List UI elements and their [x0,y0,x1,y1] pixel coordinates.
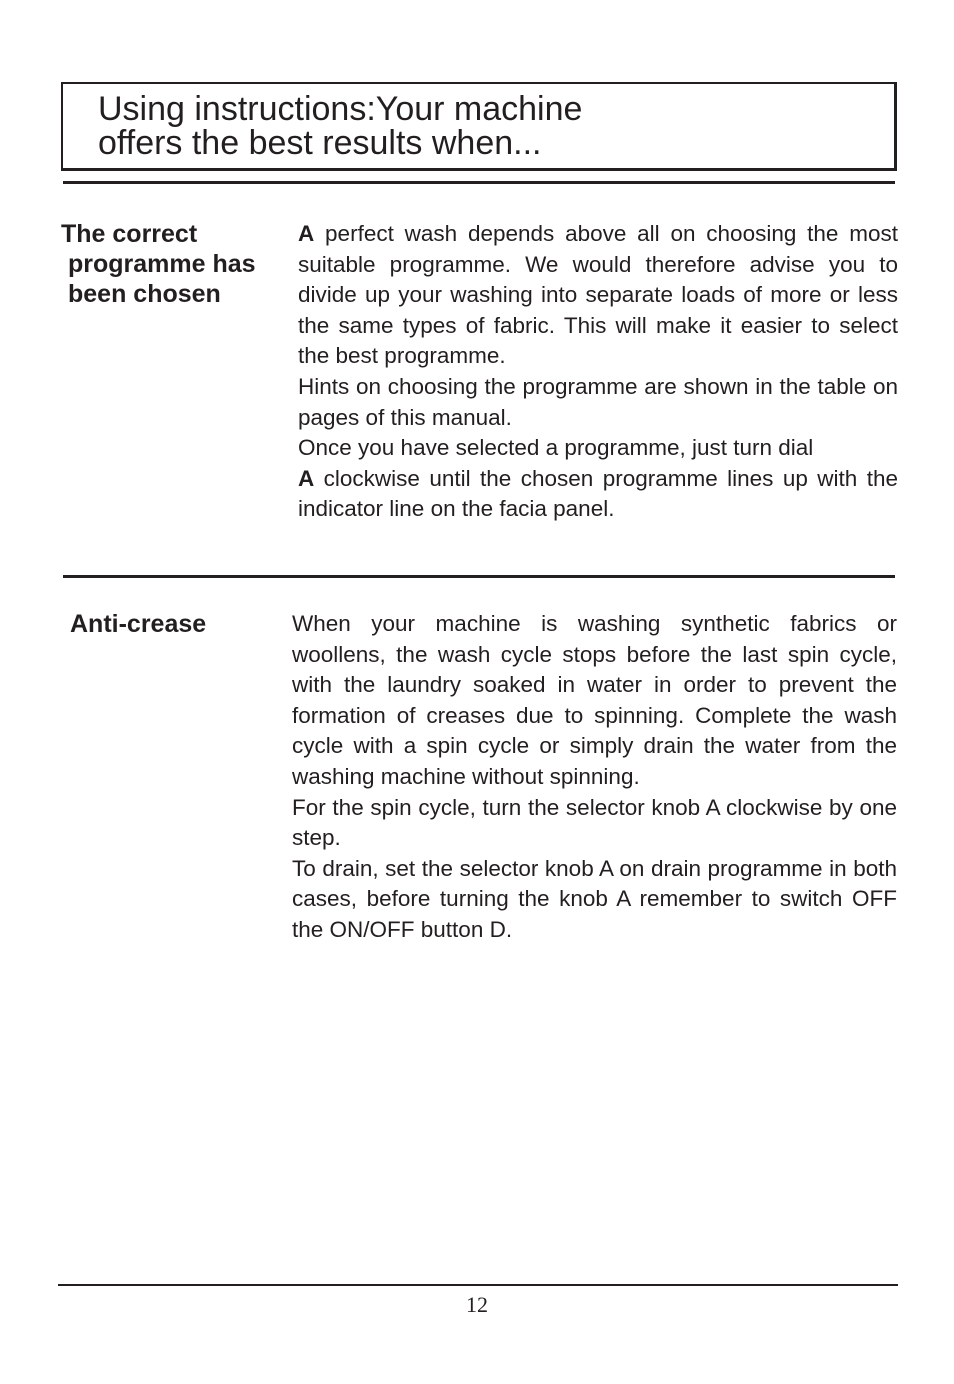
section-body-correct-programme [298,219,898,525]
page-number: 12 [466,1292,488,1317]
paragraph-text: Hints on choosing the programme are shown in the table on pages of this manual. [298,373,898,430]
section-heading-correct-programme [61,219,256,309]
divider-middle [63,575,895,578]
divider-footer [58,1284,898,1286]
section-heading-line: Anti-crease [70,610,207,638]
section-body-anti-crease [292,609,897,946]
section-heading-anti-crease [70,609,206,639]
title-box [61,82,897,171]
bold-lead: A [298,465,315,491]
section-heading-line: programme has [68,250,256,278]
paragraph [298,372,898,433]
paragraph [298,464,898,525]
paragraph-text: When your machine is washing synthetic fabrics or woollens, the wash cycle stops before the last spin cycle, with the laundry soaked in water in order to prevent the formation of creases due to spinning. Complete the wash cycle with a spin cycle or simply drain the water from the washing machine without spinning. [292,611,897,789]
paragraph [298,219,898,372]
paragraph-text: To drain, set the selector knob A on drain programme in both cases, before turning the knob A remember to switch OFF the ON/OFF button D. [292,855,897,942]
paragraph [292,854,897,946]
title-line-1: Using instructions:Your machine [98,90,583,128]
title-line-2: offers the best results when... [98,124,542,162]
paragraph-text: Once you have selected a programme, just turn dial [298,435,814,461]
paragraph-text: clockwise until the chosen programme lines up with the indicator line on the facia panel. [298,465,898,522]
paragraph-text: For the spin cycle, turn the selector knob A clockwise by one step. [292,794,897,851]
paragraph [298,433,898,464]
paragraph [292,793,897,854]
section-heading-line: been chosen [68,280,221,308]
bold-lead: A [298,221,315,246]
page-title [98,92,818,160]
divider-top [63,181,895,184]
section-heading-line: The correct [61,220,198,248]
paragraph-text: perfect wash depends above all on choosing the most suitable programme. We would therefore advise you to divide up your washing into separate loads of more or less the same types of fabric. This will make it easier to select the best programme. [298,221,898,369]
paragraph [292,609,897,793]
